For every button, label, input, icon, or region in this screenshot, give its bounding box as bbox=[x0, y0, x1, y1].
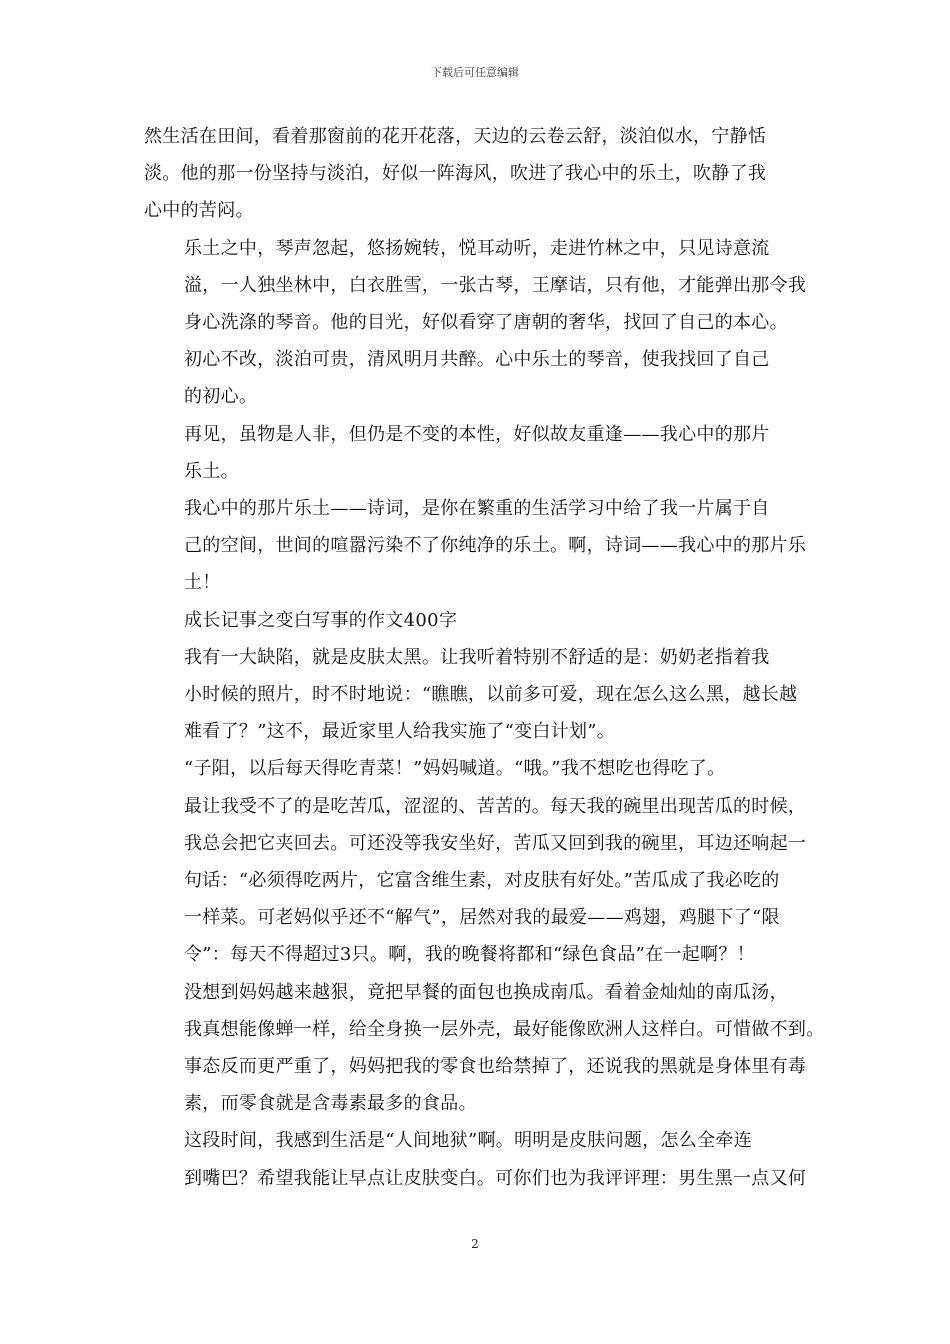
text-line: 小时候的照片，时不时地说：“瞧瞧，以前多可爱，现在怎么这么黑，越长越 bbox=[184, 684, 798, 706]
paragraph bbox=[144, 639, 808, 751]
text-line: 乐土之中，琴声忽起，悠扬婉转，悦耳动听，走进竹林之中，只见诗意流 bbox=[184, 237, 770, 259]
text-line: 令”：每天不得超过3只。啊，我的晚餐将都和“绿色食品”在一起啊？！ bbox=[184, 944, 755, 966]
text-line: 乐土。 bbox=[184, 460, 239, 482]
text-line: 一样菜。可老妈似乎还不“解气”，居然对我的最爱——鸡翅，鸡腿下了“限 bbox=[184, 907, 780, 929]
paragraph bbox=[144, 1122, 808, 1196]
paragraph bbox=[144, 118, 808, 230]
page-header: 下载后可任意编辑 bbox=[431, 66, 519, 79]
paragraph bbox=[144, 490, 808, 602]
text-line: 我有一大缺陷，就是皮肤太黑。让我听着特别不舒适的是：奶奶老指着我 bbox=[184, 646, 770, 668]
text-line: 我总会把它夹回去。可还没等我安坐好，苦瓜又回到我的碗里，耳边还响起一 bbox=[184, 832, 807, 854]
text-line: 没想到妈妈越来越狠，竟把早餐的面包也换成南瓜。看着金灿灿的南瓜汤， bbox=[184, 981, 788, 1003]
paragraph bbox=[144, 974, 825, 1123]
document-body bbox=[144, 118, 825, 1197]
paragraph bbox=[144, 416, 808, 490]
text-line: 再见，虽物是人非，但仍是不变的本性，好似故友重逢——我心中的那片 bbox=[184, 423, 770, 445]
text-line: 心中的苦闷。 bbox=[144, 200, 254, 222]
text-line: 成长记事之变白写事的作文400字 bbox=[184, 609, 458, 631]
page-number: 2 bbox=[471, 1237, 479, 1251]
text-line: 然生活在田间，看着那窗前的花开花落，天边的云卷云舒，淡泊似水，宁静恬 bbox=[144, 126, 767, 147]
paragraph bbox=[144, 602, 808, 639]
text-line: 身心洗涤的琴音。他的目光，好似看穿了唐朝的奢华，找回了自己的本心。 bbox=[184, 312, 788, 334]
text-line: 己的空间，世间的喧嚣污染不了你纯净的乐土。啊，诗词——我心中的那片乐 bbox=[184, 535, 807, 557]
text-line: 的初心。 bbox=[184, 386, 258, 408]
text-line: 到嘴巴？希望我能让早点让皮肤变白。可你们也为我评评理：男生黑一点又何 bbox=[184, 1167, 807, 1189]
paragraph bbox=[144, 750, 808, 973]
text-line: 最让我受不了的是吃苦瓜，涩涩的、苦苦的。每天我的碗里出现苦瓜的时候， bbox=[184, 795, 807, 817]
text-line: 初心不改，淡泊可贵，清风明月共醉。心中乐土的琴音，使我找回了自己 bbox=[184, 349, 770, 371]
text-line: 溢，一人独坐林中，白衣胜雪，一张古琴，王摩诘，只有他，才能弹出那令我 bbox=[184, 274, 807, 296]
text-line: 土！ bbox=[184, 572, 221, 594]
text-line: 我心中的那片乐土——诗词，是你在繁重的生活学习中给了我一片属于自 bbox=[184, 498, 770, 520]
paragraph bbox=[144, 230, 808, 342]
text-line: 淡。他的那一份坚持与淡泊，好似一阵海风，吹进了我心中的乐土，吹静了我 bbox=[144, 163, 767, 185]
paragraph bbox=[144, 341, 808, 415]
text-line: 事态反而更严重了，妈妈把我的零食也给禁掉了，还说我的黑就是身体里有毒 bbox=[184, 1056, 807, 1078]
text-line: 句话：“必须得吃两片，它富含维生素，对皮肤有好处。”苦瓜成了我必吃的 bbox=[184, 870, 780, 892]
text-line: “子阳，以后每天得吃青菜！”妈妈喊道。“哦。”我不想吃也得吃了。 bbox=[184, 758, 726, 780]
text-line: 素，而零食就是含毒素最多的食品。 bbox=[184, 1093, 477, 1115]
text-line: 我真想能像蝉一样，给全身换一层外壳，最好能像欧洲人这样白。可惜做不到。 bbox=[184, 1018, 825, 1040]
text-line: 这段时间，我感到生活是“人间地狱”啊。明明是皮肤问题，怎么全牵连 bbox=[184, 1130, 753, 1152]
text-line: 难看了？”这不，最近家里人给我实施了“变白计划”。 bbox=[184, 721, 616, 743]
